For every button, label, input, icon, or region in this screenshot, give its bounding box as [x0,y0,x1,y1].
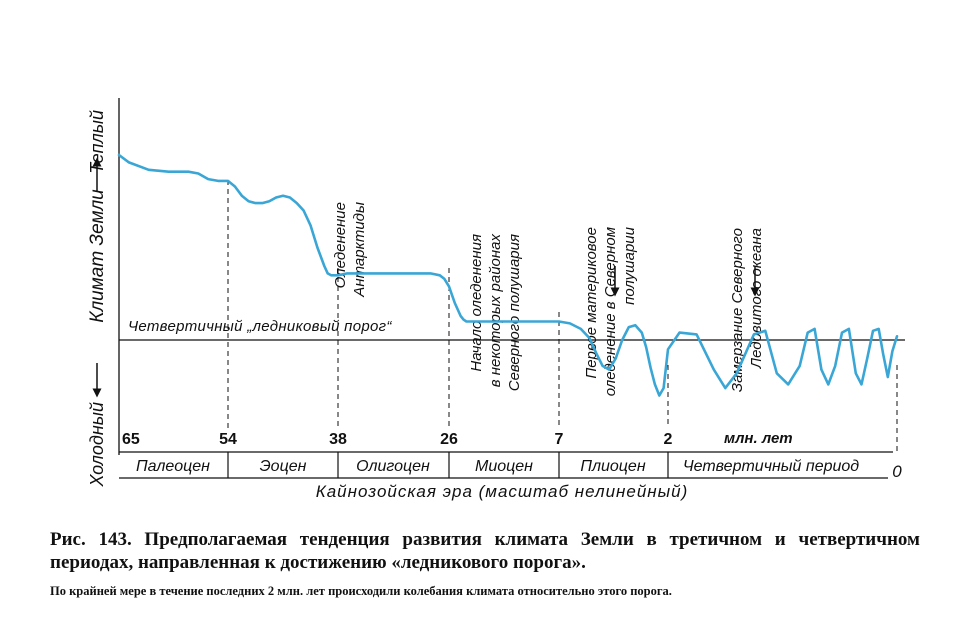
event-1-line-0: Начало оледенения [468,234,485,372]
tick-label-0: 0 [892,462,902,481]
x-unit-label: млн. лет [724,430,793,447]
event-3-line-0: Замерзание Северного [729,228,746,393]
y-bottom-label: Холодный [87,402,107,487]
tick-label-2: 2 [663,431,673,448]
event-0-line-0: Оледенение [332,202,349,289]
tick-label-65: 65 [122,431,140,448]
figure-note: По крайней мере в течение последних 2 млн. лет происходили колебания климата относительно этого порога. [50,584,672,598]
event-3-line-1: Ледовитого океана [748,228,765,369]
x-axis-title: Кайнозойская эра (масштаб нелинейный) [315,482,689,501]
tick-label-38: 38 [329,431,347,448]
period-label-miocene: Миоцен [475,458,533,475]
y-top-label: Теплый [87,110,107,174]
period-label-paleocene: Палеоцен [136,458,210,475]
tick-label-54: 54 [219,431,237,448]
event-2-line-0: Первое материковое [583,227,600,379]
event-2-line-1: оледенение в Северном [602,227,619,397]
event-1-line-2: Северного полушария [506,234,523,392]
event-2-line-2: полушарии [621,227,638,305]
period-label-eocene: Эоцен [259,458,307,475]
threshold-label: Четвертичный „ледниковый порог“ [128,318,392,335]
event-0-line-1: Антарктиды [351,202,368,297]
tick-label-26: 26 [440,431,458,448]
period-label-pliocene: Плиоцен [580,458,646,475]
event-1-line-1: в некоторых районах [487,234,504,388]
period-label-oligocene: Олигоцен [356,458,430,475]
figure-caption: Рис. 143. Предполагаемая тенденция развития климата Земли в третичном и четвертичном периодах, направленная к достижению «ледникового порога». [50,529,920,573]
y-axis-title: Климат Земли [87,189,108,323]
tick-label-7: 7 [554,431,564,448]
period-label-quaternary: Четвертичный период [682,458,860,475]
